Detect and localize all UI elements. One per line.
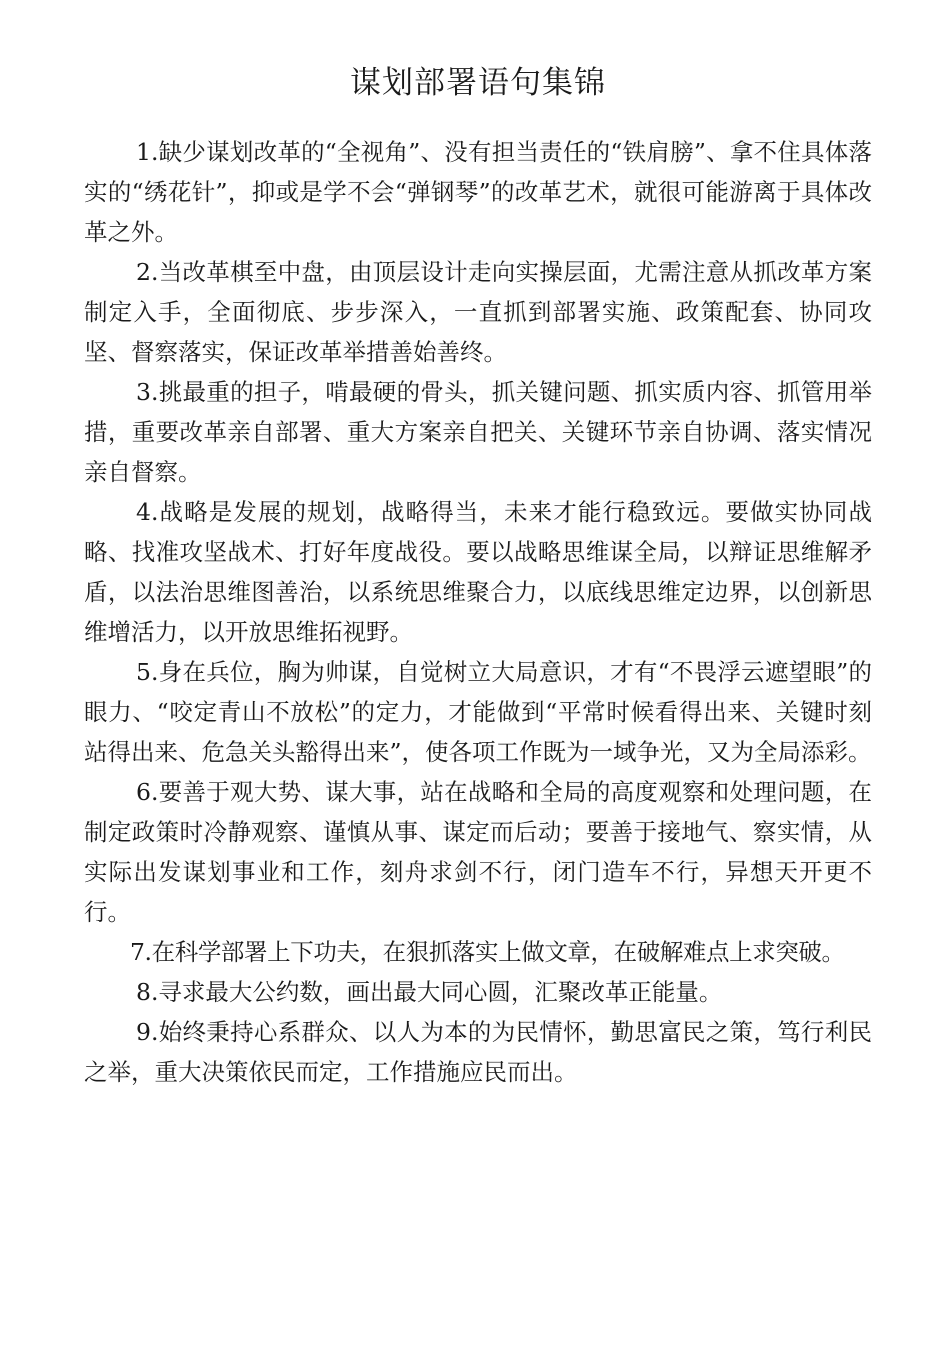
- paragraph-1: 1.缺少谋划改革的“全视角”、没有担当责任的“铁肩膀”、拿不住具体落实的“绣花针”，抑或是学不会“弹钢琴”的改革艺术，就很可能游离于具体改革之外。: [84, 138, 872, 246]
- document-title: 谋划部署语句集锦: [350, 65, 606, 101]
- paragraph-2: 2.当改革棋至中盘，由顶层设计走向实操层面，尤需注意从抓改革方案制定入手，全面彻底、步步深入，一直抓到部署实施、政策配套、协同攻坚、督察落实，保证改革举措善始善终。: [84, 258, 872, 366]
- paragraph-9: 9.始终秉持心系群众、以人为本的为民情怀，勤思富民之策，笃行利民之举，重大决策依民而定，工作措施应民而出。: [84, 1018, 872, 1086]
- document-body: [84, 132, 872, 1092]
- paragraph-4: 4.战略是发展的规划，战略得当，未来才能行稳致远。要做实协同战略、找准攻坚战术、打好年度战役。要以战略思维谋全局，以辩证思维解矛盾，以法治思维图善治，以系统思维聚合力，以底线思维定边界，以创新思维增活力，以开放思维拓视野。: [84, 498, 872, 646]
- paragraph-7: 7.在科学部署上下功夫，在狠抓落实上做文章，在破解难点上求突破。: [130, 938, 845, 966]
- paragraph-5: 5.身在兵位，胸为帅谋，自觉树立大局意识，才有“不畏浮云遮望眼”的眼力、“咬定青山不放松”的定力，才能做到“平常时候看得出来、关键时刻站得出来、危急关头豁得出来”，使各项工作既为一域争光，又为全局添彩。: [84, 658, 872, 766]
- paragraph-3: 3.挑最重的担子，啃最硬的骨头，抓关键问题、抓实质内容、抓管用举措，重要改革亲自部署、重大方案亲自把关、关键环节亲自协调、落实情况亲自督察。: [84, 378, 872, 486]
- paragraph-6: 6.要善于观大势、谋大事，站在战略和全局的高度观察和处理问题，在制定政策时冷静观察、谨慎从事、谋定而后动；要善于接地气、察实情，从实际出发谋划事业和工作，刻舟求剑不行，闭门造车不行，异想天开更不行。: [84, 778, 872, 926]
- paragraph-8: 8.寻求最大公约数，画出最大同心圆，汇聚改革正能量。: [136, 978, 723, 1006]
